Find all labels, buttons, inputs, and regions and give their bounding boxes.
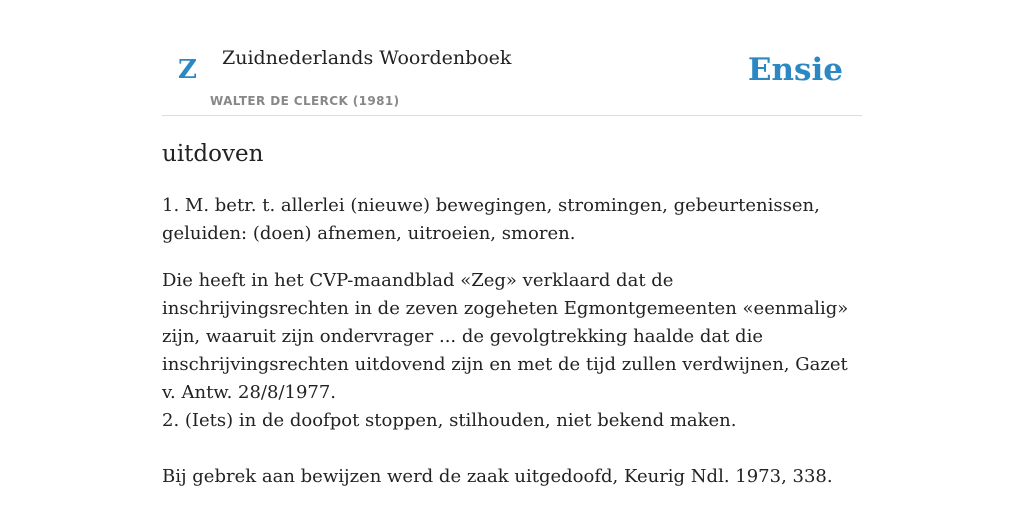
dictionary-header bbox=[162, 0, 862, 116]
dictionary-title-link[interactable]: Zuidnederlands Woordenboek bbox=[222, 47, 512, 69]
example-1: Die heeft in het CVP-maandblad «Zeg» verklaard dat de inschrijvingsrechten in de zeven zogeheten Egmontgemeenten «eenmalig» zijn, waaruit zijn ondervrager ... de gevolgtrekking haalde dat die inschrijvingsrechten uitdovend zijn en met de tijd zullen verdwijnen, Gazet v. Antw. 28/8/1977. bbox=[162, 270, 849, 403]
example-2: Bij gebrek aan bewijzen werd de zaak uitgedoofd, Keurig Ndl. 1973, 338. bbox=[162, 466, 833, 487]
dictionary-logo-letter[interactable]: Z bbox=[178, 55, 197, 85]
definition-2: 2. (Iets) in de doofpot stoppen, stilhouden, niet bekend maken. bbox=[162, 410, 737, 431]
ensie-logo-link[interactable]: Ensie bbox=[747, 52, 843, 88]
definition-1: 1. M. betr. t. allerlei (nieuwe) bewegingen, stromingen, gebeurtenissen, geluiden: (doen) afnemen, uitroeien, smoren. bbox=[162, 195, 820, 244]
entry-headword: uitdoven bbox=[162, 141, 264, 167]
page-container bbox=[162, 0, 862, 487]
dictionary-author: WALTER DE CLERCK (1981) bbox=[210, 94, 400, 108]
